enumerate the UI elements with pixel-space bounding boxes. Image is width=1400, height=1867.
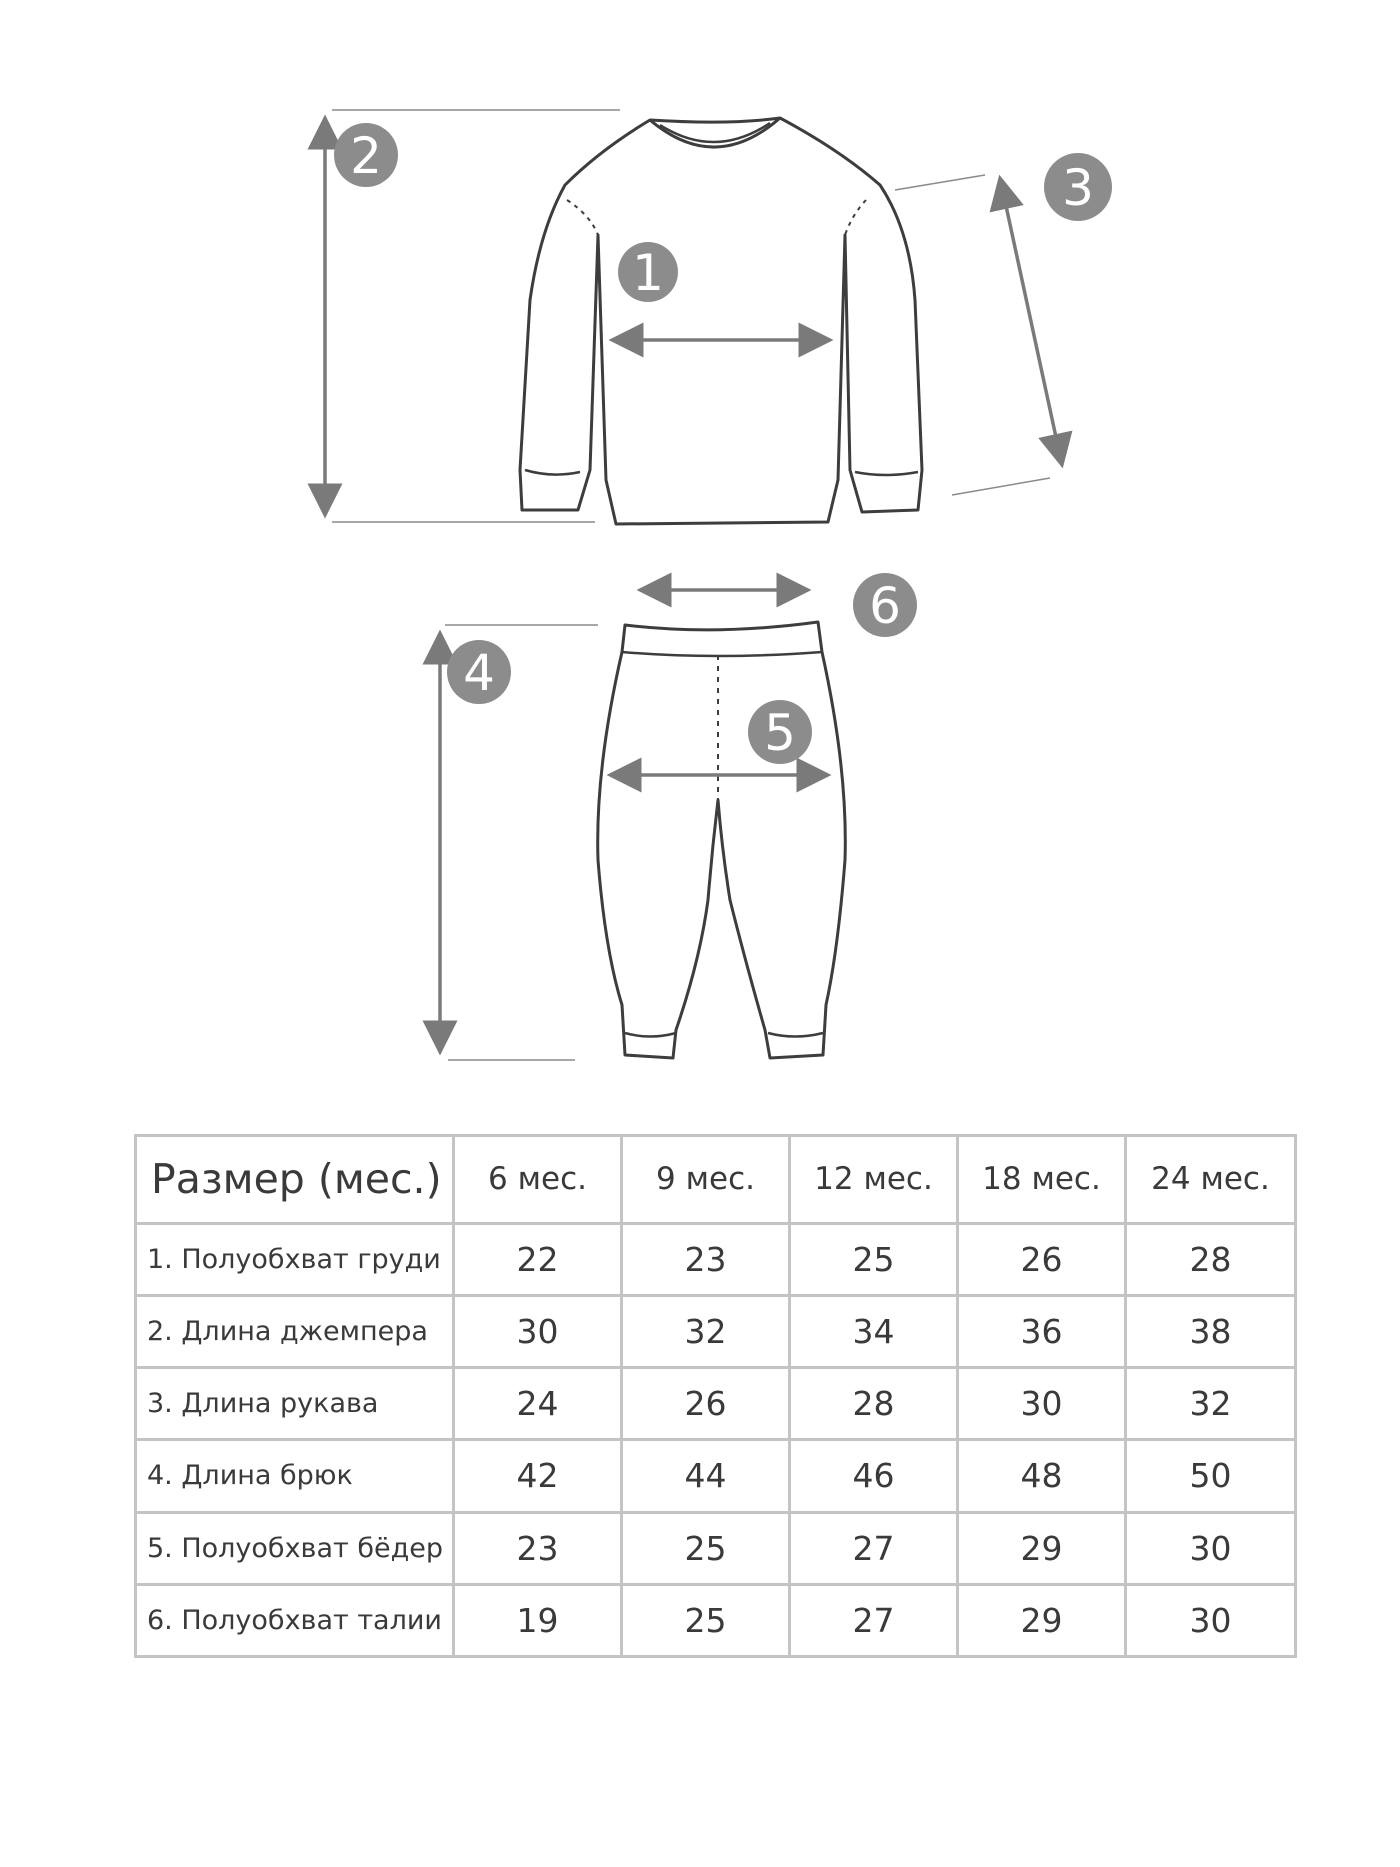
badge-2 [334,123,398,187]
table-cell: 23 [622,1223,790,1295]
row-label: 2. Длина джемпера [136,1295,454,1367]
table-cell: 44 [622,1440,790,1512]
row-label: 4. Длина брюк [136,1440,454,1512]
column-header: 24 мес. [1126,1136,1296,1224]
table-row [136,1584,1296,1656]
row-label: 3. Длина рукава [136,1368,454,1440]
table-cell: 30 [958,1368,1126,1440]
table-row [136,1440,1296,1512]
svg-text:4: 4 [463,644,495,702]
table-cell: 29 [958,1512,1126,1584]
table-cell: 42 [454,1440,622,1512]
table-cell: 36 [958,1295,1126,1367]
svg-text:5: 5 [764,704,796,762]
table-cell: 48 [958,1440,1126,1512]
table-corner-label: Размер (мес.) [136,1136,454,1224]
table-cell: 23 [454,1512,622,1584]
table-cell: 32 [1126,1368,1296,1440]
measurement-arrows [325,118,1062,1052]
badge-6 [853,573,917,637]
table-cell: 25 [622,1512,790,1584]
table-header-row [136,1136,1296,1224]
table-cell: 38 [1126,1295,1296,1367]
table-row [136,1512,1296,1584]
badge-1 [618,242,678,302]
table-cell: 29 [958,1584,1126,1656]
badge-5 [748,700,812,764]
column-header: 9 мес. [622,1136,790,1224]
row-label: 6. Полуобхват талии [136,1584,454,1656]
arrow-sleeve-length [1000,178,1062,465]
sweater-outline [520,118,922,524]
svg-text:3: 3 [1062,159,1094,217]
svg-text:2: 2 [350,127,382,185]
column-header: 6 мес. [454,1136,622,1224]
table-cell: 25 [790,1223,958,1295]
table-cell: 22 [454,1223,622,1295]
table-cell: 32 [622,1295,790,1367]
badge-4 [447,640,511,704]
badge-3 [1044,153,1112,221]
table-row [136,1368,1296,1440]
table-cell: 34 [790,1295,958,1367]
table-cell: 28 [790,1368,958,1440]
pants-outline [598,622,846,1058]
row-label: 5. Полуобхват бёдер [136,1512,454,1584]
size-table [134,1134,1297,1658]
table-cell: 25 [622,1584,790,1656]
table-cell: 19 [454,1584,622,1656]
table-cell: 26 [958,1223,1126,1295]
table-cell: 28 [1126,1223,1296,1295]
table-cell: 24 [454,1368,622,1440]
table-cell: 50 [1126,1440,1296,1512]
table-row [136,1295,1296,1367]
table-cell: 27 [790,1512,958,1584]
column-header: 12 мес. [790,1136,958,1224]
svg-text:1: 1 [632,244,664,302]
table-cell: 30 [1126,1512,1296,1584]
table-row [136,1223,1296,1295]
column-header: 18 мес. [958,1136,1126,1224]
row-label: 1. Полуобхват груди [136,1223,454,1295]
table-cell: 27 [790,1584,958,1656]
table-cell: 46 [790,1440,958,1512]
svg-text:6: 6 [869,577,901,635]
table-cell: 26 [622,1368,790,1440]
table-cell: 30 [454,1295,622,1367]
table-cell: 30 [1126,1584,1296,1656]
